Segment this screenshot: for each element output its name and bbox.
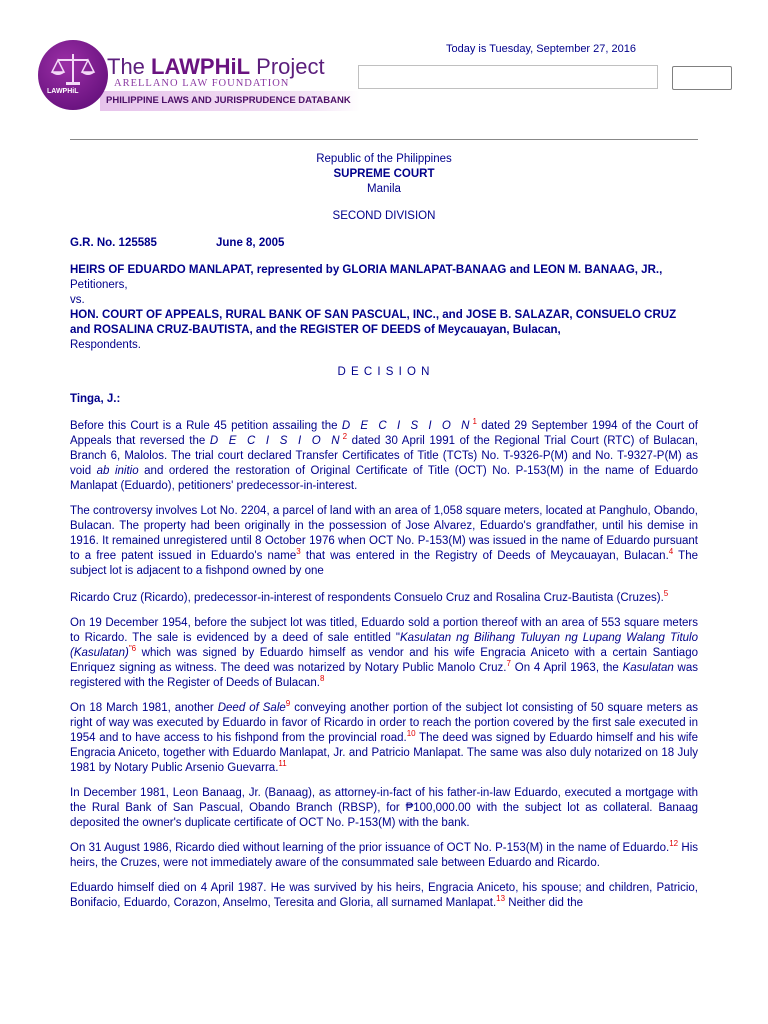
- gr-number: G.R. No. 125585: [70, 237, 157, 249]
- seal-icon: [38, 40, 108, 110]
- text: which was signed by Eduardo himself as vendor and his wife Engracia Aniceto with a certain Santiago Enriquez signing as witness. The deed was notarized by Notary Public Manolo Cruz.: [70, 647, 698, 674]
- search-input[interactable]: [358, 65, 658, 89]
- respondents-role: Respondents.: [70, 339, 141, 351]
- logo-tagline: PHILIPPINE LAWS AND JURISPRUDENCE DATABANK: [106, 95, 351, 106]
- footnote-link[interactable]: 2: [342, 432, 348, 442]
- footnote-link[interactable]: 5: [663, 589, 669, 599]
- footnote-link[interactable]: 1: [472, 417, 477, 427]
- italic-term: Deed of Sale: [217, 702, 286, 714]
- logo-title: [107, 54, 325, 80]
- paragraph-4: [70, 616, 698, 691]
- paragraph-7: [70, 841, 698, 871]
- brand-name: LAWPHiL: [151, 54, 251, 79]
- text: and ordered the restoration of Original Certificate of Title (OCT) No. P-153(M) in the name of Eduardo Manlapat (Eduardo), petitioners' predecessor-in-interest.: [70, 465, 699, 492]
- text: was registered with the Register of Deeds of Bulacan.: [70, 662, 698, 689]
- paragraph-1: [70, 419, 698, 494]
- footnote-link[interactable]: "6: [128, 644, 137, 654]
- footnote-link[interactable]: 3: [296, 547, 301, 557]
- text: His heirs, the Cruzes, were not immediately aware of the consummated sale between Eduardo and Ricardo.: [70, 842, 699, 869]
- text: Before this Court is a Rule 45 petition assailing the: [70, 420, 342, 432]
- respondents-names: HON. COURT OF APPEALS, RURAL BANK OF SAN PASCUAL, INC., and JOSE B. SALAZAR, CONSUELO CRUZ and ROSALINA CRUZ-BAUTISTA, and the REGISTER OF DEEDS of Meycauayan, Bulacan,: [70, 309, 677, 336]
- header-divider: [70, 139, 698, 140]
- brand-suffix: Project: [250, 54, 325, 79]
- text: On 19 December 1954, before the subject lot was titled, Eduardo sold a portion thereof with an area of 553 square meters to Ricardo. The sale is evidenced by a deed of sale entitled ": [70, 617, 698, 644]
- text: conveying another portion of the subject lot consisting of 50 square meters as right of way was executed by Eduardo in favor of Ricardo in order to reach the portion covered by the first sale executed in 1954 and to have access to his fishpond from the provincial road.: [70, 702, 698, 744]
- seal-label: LAWPHiL: [47, 88, 79, 95]
- text: Eduardo himself died on 4 April 1987. He was survived by his heirs, Engracia Aniceto, his spouse; and children, Patricio, Bonifacio, Eduardo, Corazon, Anselmo, Teresita and Gloria, all surnamed Manlapat.: [70, 882, 698, 909]
- text: The deed was signed by Eduardo himself and his wife Engracia Aniceto, together with Eduardo Manlapat, Jr. and Patricio Manlapat. The same was also duly notarized on 18 July 1981 by Notary Public Arsenio Guevarra.: [70, 732, 698, 774]
- footnote-link[interactable]: 13: [496, 894, 506, 904]
- search-button[interactable]: [672, 66, 732, 90]
- decision-word: D E C I S I O N: [209, 435, 343, 447]
- petitioners-role: Petitioners,: [70, 279, 128, 291]
- text: The controversy involves Lot No. 2204, a parcel of land with an area of 1,058 square meters, located at Panghulo, Obando, Bulacan. The property had been originally in the possession of Jose Alvarez, Eduardo's grandfather, until his demise in 1916. It remained unregistered until 8 October 1976 when OCT No. P-153(M) was issued in the name of Eduardo pursuant to a free patent issued in Eduardo's name: [70, 505, 698, 562]
- logo-foundation: ARELLANO LAW FOUNDATION: [114, 78, 290, 89]
- brand-prefix: The: [107, 54, 152, 79]
- text: dated 29 September 1994 of the Court of Appeals that reversed the: [70, 420, 698, 447]
- italic-term: ab initio: [96, 465, 139, 477]
- footnote-link[interactable]: 8: [319, 674, 325, 684]
- footnote-link[interactable]: 9: [285, 699, 291, 709]
- versus: vs.: [70, 294, 85, 306]
- text: Neither did the: [505, 897, 584, 909]
- footnote-link[interactable]: 4: [668, 547, 674, 557]
- division-name: SECOND DIVISION: [332, 210, 436, 222]
- respondents-block: [70, 308, 698, 353]
- paragraph-2: [70, 504, 698, 579]
- case-number-line: [70, 236, 698, 251]
- paragraph-8: [70, 881, 698, 911]
- text: On 31 August 1986, Ricardo died without learning of the prior issuance of OCT No. P-153(M) in the name of Eduardo.: [70, 842, 670, 854]
- text: that was entered in the Registry of Deeds of Meycauayan, Bulacan.: [300, 550, 669, 562]
- text: Ricardo Cruz (Ricardo), predecessor-in-interest of respondents Consuelo Cruz and Rosalina Cruz-Bautista (Cruzes).: [70, 592, 664, 604]
- text: The subject lot is adjacent to a fishpond owned by one: [70, 550, 698, 577]
- decision-document: [70, 152, 698, 911]
- paragraph-5: [70, 701, 698, 776]
- paragraph-6: In December 1981, Leon Banaag, Jr. (Banaag), as attorney-in-fact of his father-in-law Eduardo, executed a mortgage with the Rural Bank of San Pascual, Obando Branch (RBSP), for ₱100,000.00 with the subject lot as collateral. Banaag deposited the owner's duplicate certificate of OCT No. P-153(M) with the bank.: [70, 787, 698, 829]
- italic-term: Kasulatan: [622, 662, 674, 674]
- footnote-link[interactable]: 12: [669, 839, 679, 849]
- ponente: Tinga, J.:: [70, 393, 121, 405]
- text: dated 30 April 1991 of the Regional Trial Court (RTC) of Bulacan, Branch 6, Malolos. The trial court declared Transfer Certificates of Title (TCTs) No. T-9326-P(M) and No. T-9327-P(M) as void: [70, 435, 698, 477]
- paragraph-3: [70, 591, 698, 606]
- republic-line: Republic of the Philippines: [316, 153, 452, 165]
- petitioners-block: [70, 263, 698, 293]
- footnote-link[interactable]: 11: [278, 759, 287, 769]
- decision-heading: D E C I S I O N: [337, 366, 431, 378]
- court-city: Manila: [367, 183, 401, 195]
- scales-icon: [38, 40, 108, 110]
- footnote-link[interactable]: 10: [406, 729, 416, 739]
- footnote-link[interactable]: 7: [506, 659, 511, 669]
- court-name: SUPREME COURT: [333, 168, 435, 180]
- site-logo[interactable]: [38, 40, 360, 112]
- italic-term: Kasulatan ng Bilihang Tuluyan ng Lupang Walang Titulo (Kasulatan): [70, 632, 698, 659]
- decision-date: June 8, 2005: [216, 237, 285, 249]
- text: On 18 March 1981, another: [70, 702, 218, 714]
- petitioners-names: HEIRS OF EDUARDO MANLAPAT, represented by GLORIA MANLAPAT-BANAAG and LEON M. BANAAG, JR.,: [70, 264, 663, 276]
- text: On 4 April 1963, the: [510, 662, 623, 674]
- current-date: Today is Tuesday, September 27, 2016: [446, 43, 636, 55]
- decision-word: D E C I S I O N: [341, 420, 473, 432]
